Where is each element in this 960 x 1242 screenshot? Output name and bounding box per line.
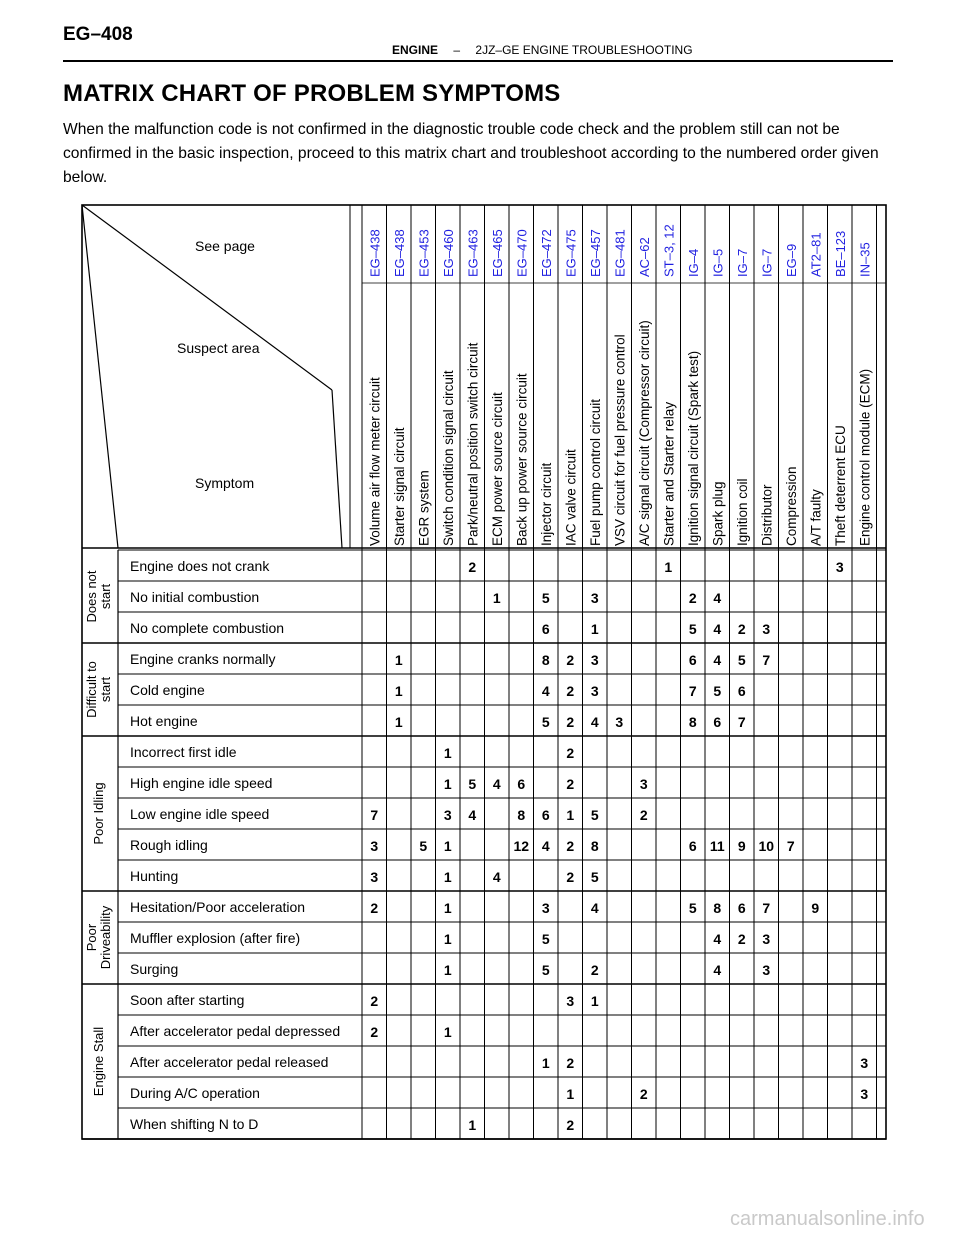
column-suspect-area: EGR system [416, 470, 432, 546]
priority-number: 4 [713, 931, 722, 947]
column-page-link[interactable]: EG–463 [465, 229, 481, 277]
priority-number: 4 [713, 962, 722, 978]
symptom-label: Incorrect first idle [130, 744, 237, 760]
symptom-label: Muffler explosion (after fire) [130, 930, 301, 946]
priority-number: 2 [566, 838, 575, 854]
priority-number: 8 [713, 900, 722, 916]
symptom-label: Hunting [130, 868, 179, 884]
column-suspect-area: A/C signal circuit (Compressor circuit) [636, 320, 652, 546]
priority-number: 2 [639, 1086, 648, 1102]
section-name: ENGINE [392, 43, 439, 57]
priority-number: 2 [737, 931, 746, 947]
priority-number: 2 [566, 776, 575, 792]
column-suspect-area: Starter signal circuit [391, 427, 407, 546]
priority-number: 1 [443, 776, 452, 792]
priority-number: 1 [394, 683, 403, 699]
symptom-label: Surging [130, 961, 179, 977]
priority-number: 7 [370, 807, 379, 823]
priority-number: 8 [688, 714, 697, 730]
subsection-name: 2JZ–GE ENGINE TROUBLESHOOTING [475, 43, 693, 57]
priority-number: 2 [566, 869, 575, 885]
priority-number: 2 [566, 683, 575, 699]
column-page-link[interactable]: ST–3, 12 [661, 224, 677, 277]
symptom-label: When shifting N to D [130, 1116, 259, 1132]
symptom-group-label: Difficult to [84, 661, 99, 718]
watermark: carmanualsonline.info [730, 1208, 925, 1230]
priority-number: 3 [835, 559, 844, 575]
column-suspect-area: VSV circuit for fuel pressure control [612, 334, 628, 546]
priority-number: 11 [709, 838, 725, 854]
column-page-link[interactable]: EG–438 [367, 229, 383, 277]
column-page-link[interactable]: EG–472 [538, 229, 554, 277]
priority-number: 6 [688, 652, 697, 668]
priority-number: 6 [737, 900, 746, 916]
column-page-link[interactable]: EG–438 [391, 229, 407, 277]
priority-number: 2 [566, 745, 575, 761]
priority-number: 2 [688, 590, 697, 606]
priority-number: 4 [468, 807, 477, 823]
priority-number: 5 [590, 807, 599, 823]
priority-number: 4 [541, 838, 550, 854]
priority-number: 1 [541, 1055, 550, 1071]
column-page-link[interactable]: EG–460 [440, 229, 456, 277]
symptom-group-label: Poor Idling [91, 782, 106, 845]
priority-number: 3 [443, 807, 452, 823]
column-suspect-area: IAC valve circuit [563, 449, 579, 546]
priority-number: 2 [370, 1024, 379, 1040]
column-suspect-area: Injector circuit [538, 462, 554, 546]
priority-number: 1 [443, 745, 452, 761]
priority-number: 4 [590, 900, 599, 916]
suspect-area-label: Suspect area [177, 340, 260, 356]
symptom-label: Symptom [195, 475, 255, 491]
priority-number: 1 [394, 714, 403, 730]
section-separator: – [453, 43, 461, 57]
column-suspect-area: A/T faulty [808, 489, 824, 546]
page-number: EG–408 [63, 24, 133, 45]
priority-number: 4 [492, 869, 501, 885]
priority-number: 12 [513, 838, 530, 854]
column-page-link[interactable]: EG–470 [514, 229, 530, 277]
priority-number: 1 [443, 900, 452, 916]
column-suspect-area: Spark plug [710, 481, 726, 546]
priority-number: 1 [443, 962, 452, 978]
priority-number: 3 [566, 993, 575, 1009]
priority-number: 3 [590, 652, 599, 668]
column-suspect-area: Switch condition signal circuit [440, 370, 456, 546]
symptom-label: Rough idling [130, 837, 208, 853]
priority-number: 3 [370, 869, 379, 885]
column-page-link[interactable]: EG–9 [783, 243, 799, 277]
priority-number: 5 [688, 900, 697, 916]
priority-number: 3 [615, 714, 624, 730]
column-page-link[interactable]: IG–7 [759, 248, 775, 277]
priority-number: 2 [566, 652, 575, 668]
priority-number: 6 [541, 621, 550, 637]
priority-number: 5 [713, 683, 722, 699]
priority-number: 2 [566, 1055, 575, 1071]
column-page-link[interactable]: EG–481 [612, 229, 628, 277]
column-page-link[interactable]: AT2–81 [808, 232, 824, 277]
column-page-link[interactable]: EG–453 [416, 229, 432, 277]
priority-number: 5 [541, 590, 550, 606]
priority-number: 1 [443, 869, 452, 885]
priority-number: 7 [688, 683, 697, 699]
corner-diagonal [82, 205, 332, 390]
priority-number: 5 [541, 931, 550, 947]
priority-number: 5 [541, 714, 550, 730]
priority-number: 2 [737, 621, 746, 637]
priority-number: 1 [468, 1117, 477, 1133]
column-suspect-area: Volume air flow meter circuit [367, 377, 383, 546]
column-page-link[interactable]: BE–123 [832, 230, 848, 277]
priority-number: 2 [590, 962, 599, 978]
priority-number: 3 [590, 590, 599, 606]
priority-number: 1 [664, 559, 673, 575]
priority-number: 1 [590, 993, 599, 1009]
priority-number: 1 [443, 838, 452, 854]
symptom-group-label-line2: start [98, 676, 113, 703]
page-title: MATRIX CHART OF PROBLEM SYMPTOMS [63, 80, 561, 107]
column-suspect-area: Ignition signal circuit (Spark test) [685, 350, 701, 546]
priority-number: 2 [370, 993, 379, 1009]
priority-number: 2 [639, 807, 648, 823]
priority-number: 6 [541, 807, 550, 823]
column-page-link[interactable]: EG–475 [563, 229, 579, 277]
priority-number: 8 [517, 807, 526, 823]
symptom-label: After accelerator pedal depressed [130, 1023, 341, 1039]
priority-number: 1 [443, 1024, 452, 1040]
priority-number: 4 [713, 590, 722, 606]
column-page-link[interactable]: EG–465 [489, 229, 505, 277]
column-suspect-area: Compression [783, 466, 799, 546]
column-page-link[interactable]: IN–35 [857, 242, 873, 277]
intro-paragraph: When the malfunction code is not confirmed in the diagnostic trouble code check and the problem still can not be confirmed in the basic inspection, proceed to this matrix chart and troubleshoot according to the numbered order given below. [63, 121, 879, 186]
priority-number: 8 [590, 838, 599, 854]
column-suspect-area: Starter and Starter relay [661, 401, 677, 546]
priority-number: 6 [737, 683, 746, 699]
symptom-label: High engine idle speed [130, 775, 273, 791]
priority-number: 3 [762, 962, 771, 978]
symptom-group-label-line2: Driveability [98, 905, 113, 970]
column-page-link[interactable]: IG–4 [685, 248, 701, 277]
column-page-link[interactable]: IG–7 [734, 248, 750, 277]
priority-number: 4 [541, 683, 550, 699]
priority-number: 4 [713, 621, 722, 637]
priority-number: 6 [517, 776, 526, 792]
symptom-label: During A/C operation [130, 1085, 260, 1101]
priority-number: 1 [566, 807, 575, 823]
priority-number: 3 [762, 621, 771, 637]
column-page-link[interactable]: AC–62 [636, 237, 652, 277]
symptom-label: No complete combustion [130, 620, 285, 636]
priority-number: 7 [786, 838, 795, 854]
priority-number: 3 [639, 776, 648, 792]
priority-number: 1 [443, 931, 452, 947]
column-suspect-area: Back up power source circuit [514, 373, 530, 546]
corner-diagonal [332, 390, 342, 548]
priority-number: 10 [758, 838, 775, 854]
priority-number: 2 [370, 900, 379, 916]
column-suspect-area: Ignition coil [734, 478, 750, 546]
priority-number: 9 [811, 900, 820, 916]
column-suspect-area: Fuel pump control circuit [587, 398, 603, 546]
priority-number: 4 [590, 714, 599, 730]
column-page-link[interactable]: IG–5 [710, 248, 726, 277]
column-suspect-area: Theft deterrent ECU [832, 425, 848, 546]
symptom-label: After accelerator pedal released [130, 1054, 329, 1070]
column-suspect-area: ECM power source circuit [489, 392, 505, 546]
priority-number: 3 [541, 900, 550, 916]
priority-number: 8 [541, 652, 550, 668]
priority-number: 9 [737, 838, 746, 854]
priority-number: 1 [394, 652, 403, 668]
symptom-group-label: Poor [84, 923, 99, 952]
symptom-group-label-line2: start [98, 583, 113, 610]
symptom-label: Cold engine [130, 682, 205, 698]
symptom-label: Hesitation/Poor acceleration [130, 899, 306, 915]
symptom-group-label: Engine Stall [91, 1026, 106, 1097]
priority-number: 4 [492, 776, 501, 792]
column-suspect-area: Engine control module (ECM) [857, 368, 873, 546]
priority-number: 2 [566, 1117, 575, 1133]
symptom-label: No initial combustion [130, 589, 260, 605]
priority-number: 1 [566, 1086, 575, 1102]
priority-number: 2 [468, 559, 477, 575]
priority-number: 7 [737, 714, 746, 730]
priority-number: 6 [688, 838, 697, 854]
symptom-label: Hot engine [130, 713, 198, 729]
symptom-label: Low engine idle speed [130, 806, 270, 822]
symptom-label: Engine does not crank [130, 558, 270, 574]
symptom-label: Engine cranks normally [130, 651, 276, 667]
priority-number: 1 [492, 590, 501, 606]
column-suspect-area: Distributor [759, 484, 775, 546]
priority-number: 5 [590, 869, 599, 885]
priority-number: 7 [762, 652, 771, 668]
column-page-link[interactable]: EG–457 [587, 229, 603, 277]
priority-number: 3 [590, 683, 599, 699]
priority-number: 4 [713, 652, 722, 668]
priority-number: 7 [762, 900, 771, 916]
priority-number: 6 [713, 714, 722, 730]
priority-number: 5 [688, 621, 697, 637]
priority-number: 3 [370, 838, 379, 854]
corner-diagonal [82, 205, 118, 548]
symptom-label: Soon after starting [130, 992, 245, 1008]
priority-number: 2 [566, 714, 575, 730]
priority-number: 1 [590, 621, 599, 637]
symptom-group-label: Does not [84, 570, 99, 623]
priority-number: 5 [419, 838, 428, 854]
priority-number: 5 [468, 776, 477, 792]
priority-number: 3 [860, 1055, 869, 1071]
column-suspect-area: Park/neutral position switch circuit [465, 342, 481, 546]
see-page-label: See page [195, 238, 255, 254]
priority-number: 3 [762, 931, 771, 947]
priority-number: 5 [737, 652, 746, 668]
priority-number: 3 [860, 1086, 869, 1102]
priority-number: 5 [541, 962, 550, 978]
